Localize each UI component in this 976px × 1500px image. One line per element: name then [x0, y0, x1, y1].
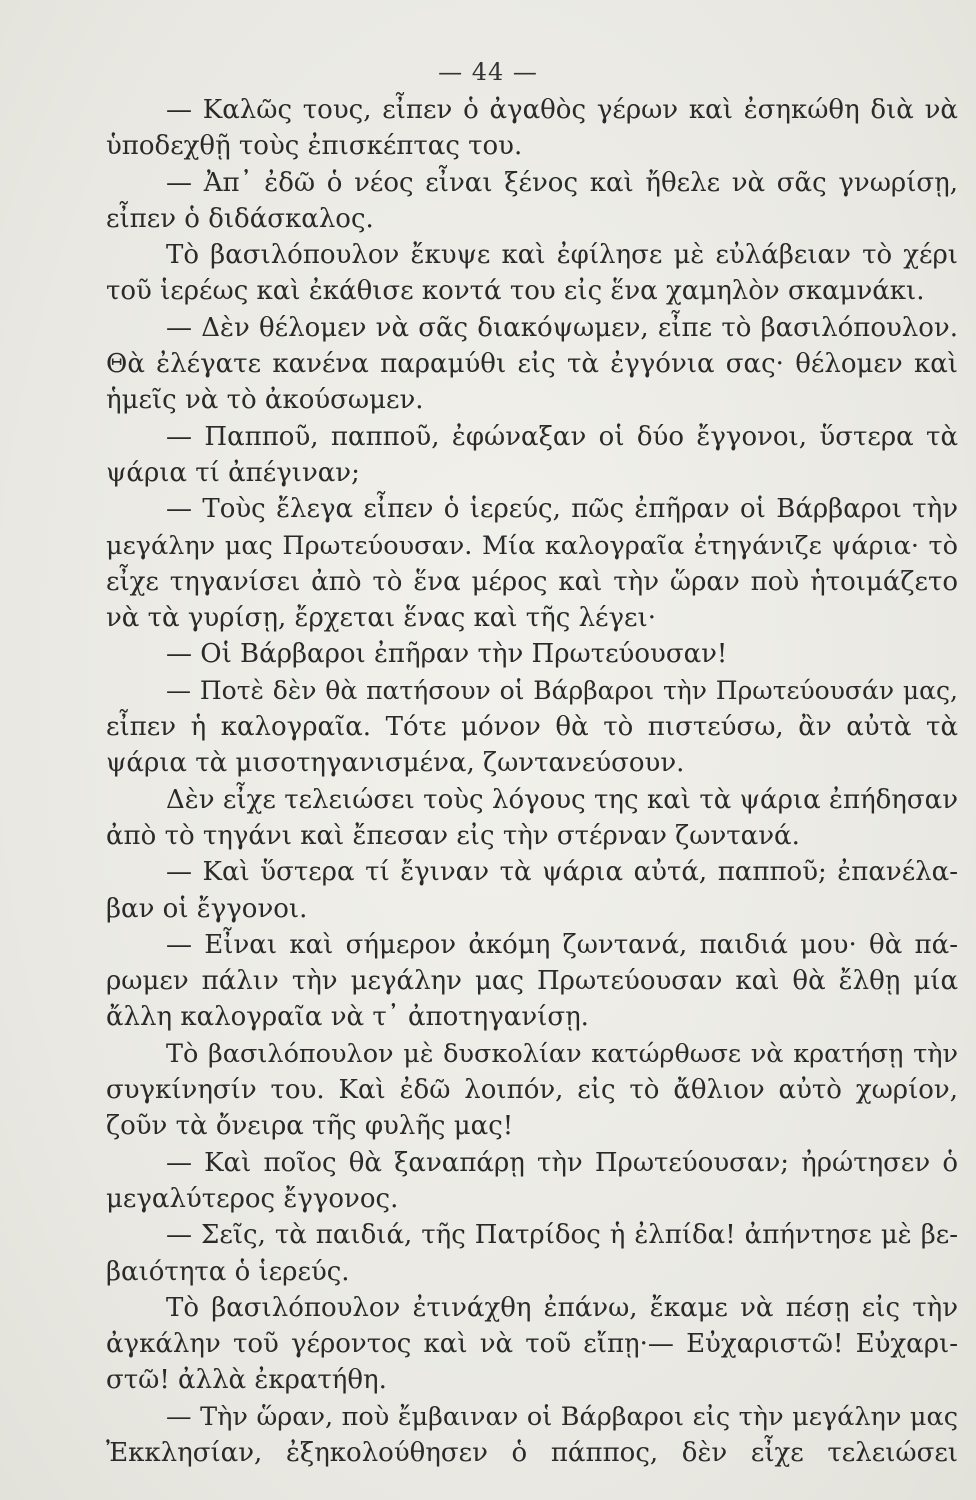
body-text: [106, 92, 958, 1471]
text-line: εἶχε τηγανίσει ἀπὸ τὸ ἕνα μέρος καὶ τὴν ὥραν ποὺ ἡτοιμάζετο: [106, 566, 958, 597]
text-line: ἡμεῖς νὰ τὸ ἀκούσωμεν.: [106, 385, 424, 416]
text-line: — Σεῖς, τὰ παιδιά, τῆς Πατρίδος ἡ ἐλπίδα! ἀπήντησε μὲ βε-: [166, 1220, 958, 1251]
text-line: — Ἀπ᾽ ἐδῶ ὁ νέος εἶναι ξένος καὶ ἤθελε νὰ σᾶς γνωρίσῃ,: [166, 167, 958, 198]
text-line: Τὸ βασιλόπουλον μὲ δυσκολίαν κατώρθωσε νὰ κρατήσῃ τὴν: [166, 1038, 958, 1069]
text-line: ἀπὸ τὸ τηγάνι καὶ ἔπεσαν εἰς τὴν στέρναν ζωντανά.: [106, 820, 800, 851]
text-line: Δὲν εἶχε τελειώσει τοὺς λόγους της καὶ τὰ ψάρια ἐπήδησαν: [166, 784, 958, 815]
text-line: ἄλλη καλογραῖα νὰ τ᾽ ἀποτηγανίσῃ.: [106, 1002, 589, 1033]
text-line: — Δὲν θέλομεν νὰ σᾶς διακόψωμεν, εἶπε τὸ βασιλόπουλον.: [166, 312, 958, 343]
text-line: βαιότητα ὁ ἱερεύς.: [106, 1256, 350, 1287]
text-line: ρωμεν πάλιν τὴν μεγάλην μας Πρωτεύουσαν καὶ θὰ ἔλθῃ μία: [106, 966, 958, 997]
text-line: εἶπεν ὁ διδάσκαλος.: [106, 203, 374, 234]
text-line: — Παπποῦ, παπποῦ, ἐφώναξαν οἱ δύο ἔγγονοι, ὕστερα τὰ: [166, 421, 958, 452]
text-line: εἶπεν ἡ καλογραῖα. Τότε μόνον θὰ τὸ πιστεύσω, ἂν αὐτὰ τὰ: [106, 712, 958, 743]
text-line: ζοῦν τὰ ὄνειρα τῆς φυλῆς μας!: [106, 1111, 514, 1142]
text-line: — Τοὺς ἔλεγα εἶπεν ὁ ἱερεύς, πῶς ἐπῆραν οἱ Βάρβαροι τὴν: [166, 494, 958, 525]
text-line: — Καὶ ὕστερα τί ἔγιναν τὰ ψάρια αὐτά, παπποῦ; ἐπανέλα-: [166, 857, 958, 888]
text-line: Ἐκκλησίαν, ἐξηκολούθησεν ὁ πάππος, δὲν εἶχε τελειώσει: [106, 1437, 958, 1468]
text-line: — Οἱ Βάρβαροι ἐπῆραν τὴν Πρωτεύουσαν!: [166, 639, 728, 670]
text-line: βαν οἱ ἔγγονοι.: [106, 893, 308, 924]
text-line: ἀγκάλην τοῦ γέροντος καὶ νὰ τοῦ εἴπῃ·— Εὐχαριστῶ! Εὐχαρι-: [106, 1329, 958, 1360]
text-line: Τὸ βασιλόπουλον ἐτινάχθη ἐπάνω, ἔκαμε νὰ πέσῃ εἰς τὴν: [166, 1292, 958, 1323]
text-line: συγκίνησίν του. Καὶ ἐδῶ λοιπόν, εἰς τὸ ἄθλιον αὐτὸ χωρίον,: [106, 1075, 958, 1106]
text-line: μεγάλην μας Πρωτεύουσαν. Μία καλογραῖα ἐτηγάνιζε ψάρια· τὸ: [106, 530, 958, 561]
text-line: μεγαλύτερος ἔγγονος.: [106, 1183, 399, 1214]
text-line: ψάρια τί ἀπέγιναν;: [106, 457, 360, 488]
text-line: νὰ τὰ γυρίσῃ, ἔρχεται ἕνας καὶ τῆς λέγει·: [106, 603, 656, 634]
text-line: — Εἶναι καὶ σήμερον ἀκόμη ζωντανά, παιδιά μου· θὰ πά-: [166, 929, 958, 960]
text-line: — Ποτὲ δὲν θὰ πατήσουν οἱ Βάρβαροι τὴν Πρωτεύουσάν μας,: [166, 675, 958, 705]
text-line: Θὰ ἐλέγατε κανένα παραμύθι εἰς τὰ ἐγγόνια σας· θέλομεν καὶ: [106, 349, 958, 380]
text-line: — Καὶ ποῖος θὰ ξαναπάρῃ τὴν Πρωτεύουσαν; ἠρώτησεν ὁ: [166, 1147, 958, 1178]
text-line: στῶ! ἀλλὰ ἐκρατήθη.: [106, 1365, 387, 1396]
text-line: ὑποδεχθῇ τοὺς ἐπισκέπτας του.: [106, 131, 523, 162]
text-line: — Τὴν ὥραν, ποὺ ἔμβαιναν οἱ Βάρβαροι εἰς τὴν μεγάλην μας: [166, 1401, 958, 1432]
text-line: τοῦ ἱερέως καὶ ἐκάθισε κοντά του εἰς ἕνα χαμηλὸν σκαμνάκι.: [106, 276, 925, 307]
text-line: — Καλῶς τους, εἶπεν ὁ ἀγαθὸς γέρων καὶ ἐσηκώθη διὰ νὰ: [166, 95, 958, 125]
text-line: Τὸ βασιλόπουλον ἔκυψε καὶ ἐφίλησε μὲ εὐλάβειαν τὸ χέρι: [166, 240, 958, 271]
text-line: ψάρια τὰ μισοτηγανισμένα, ζωντανεύσουν.: [106, 748, 685, 779]
page-number: — 44 —: [438, 58, 538, 86]
